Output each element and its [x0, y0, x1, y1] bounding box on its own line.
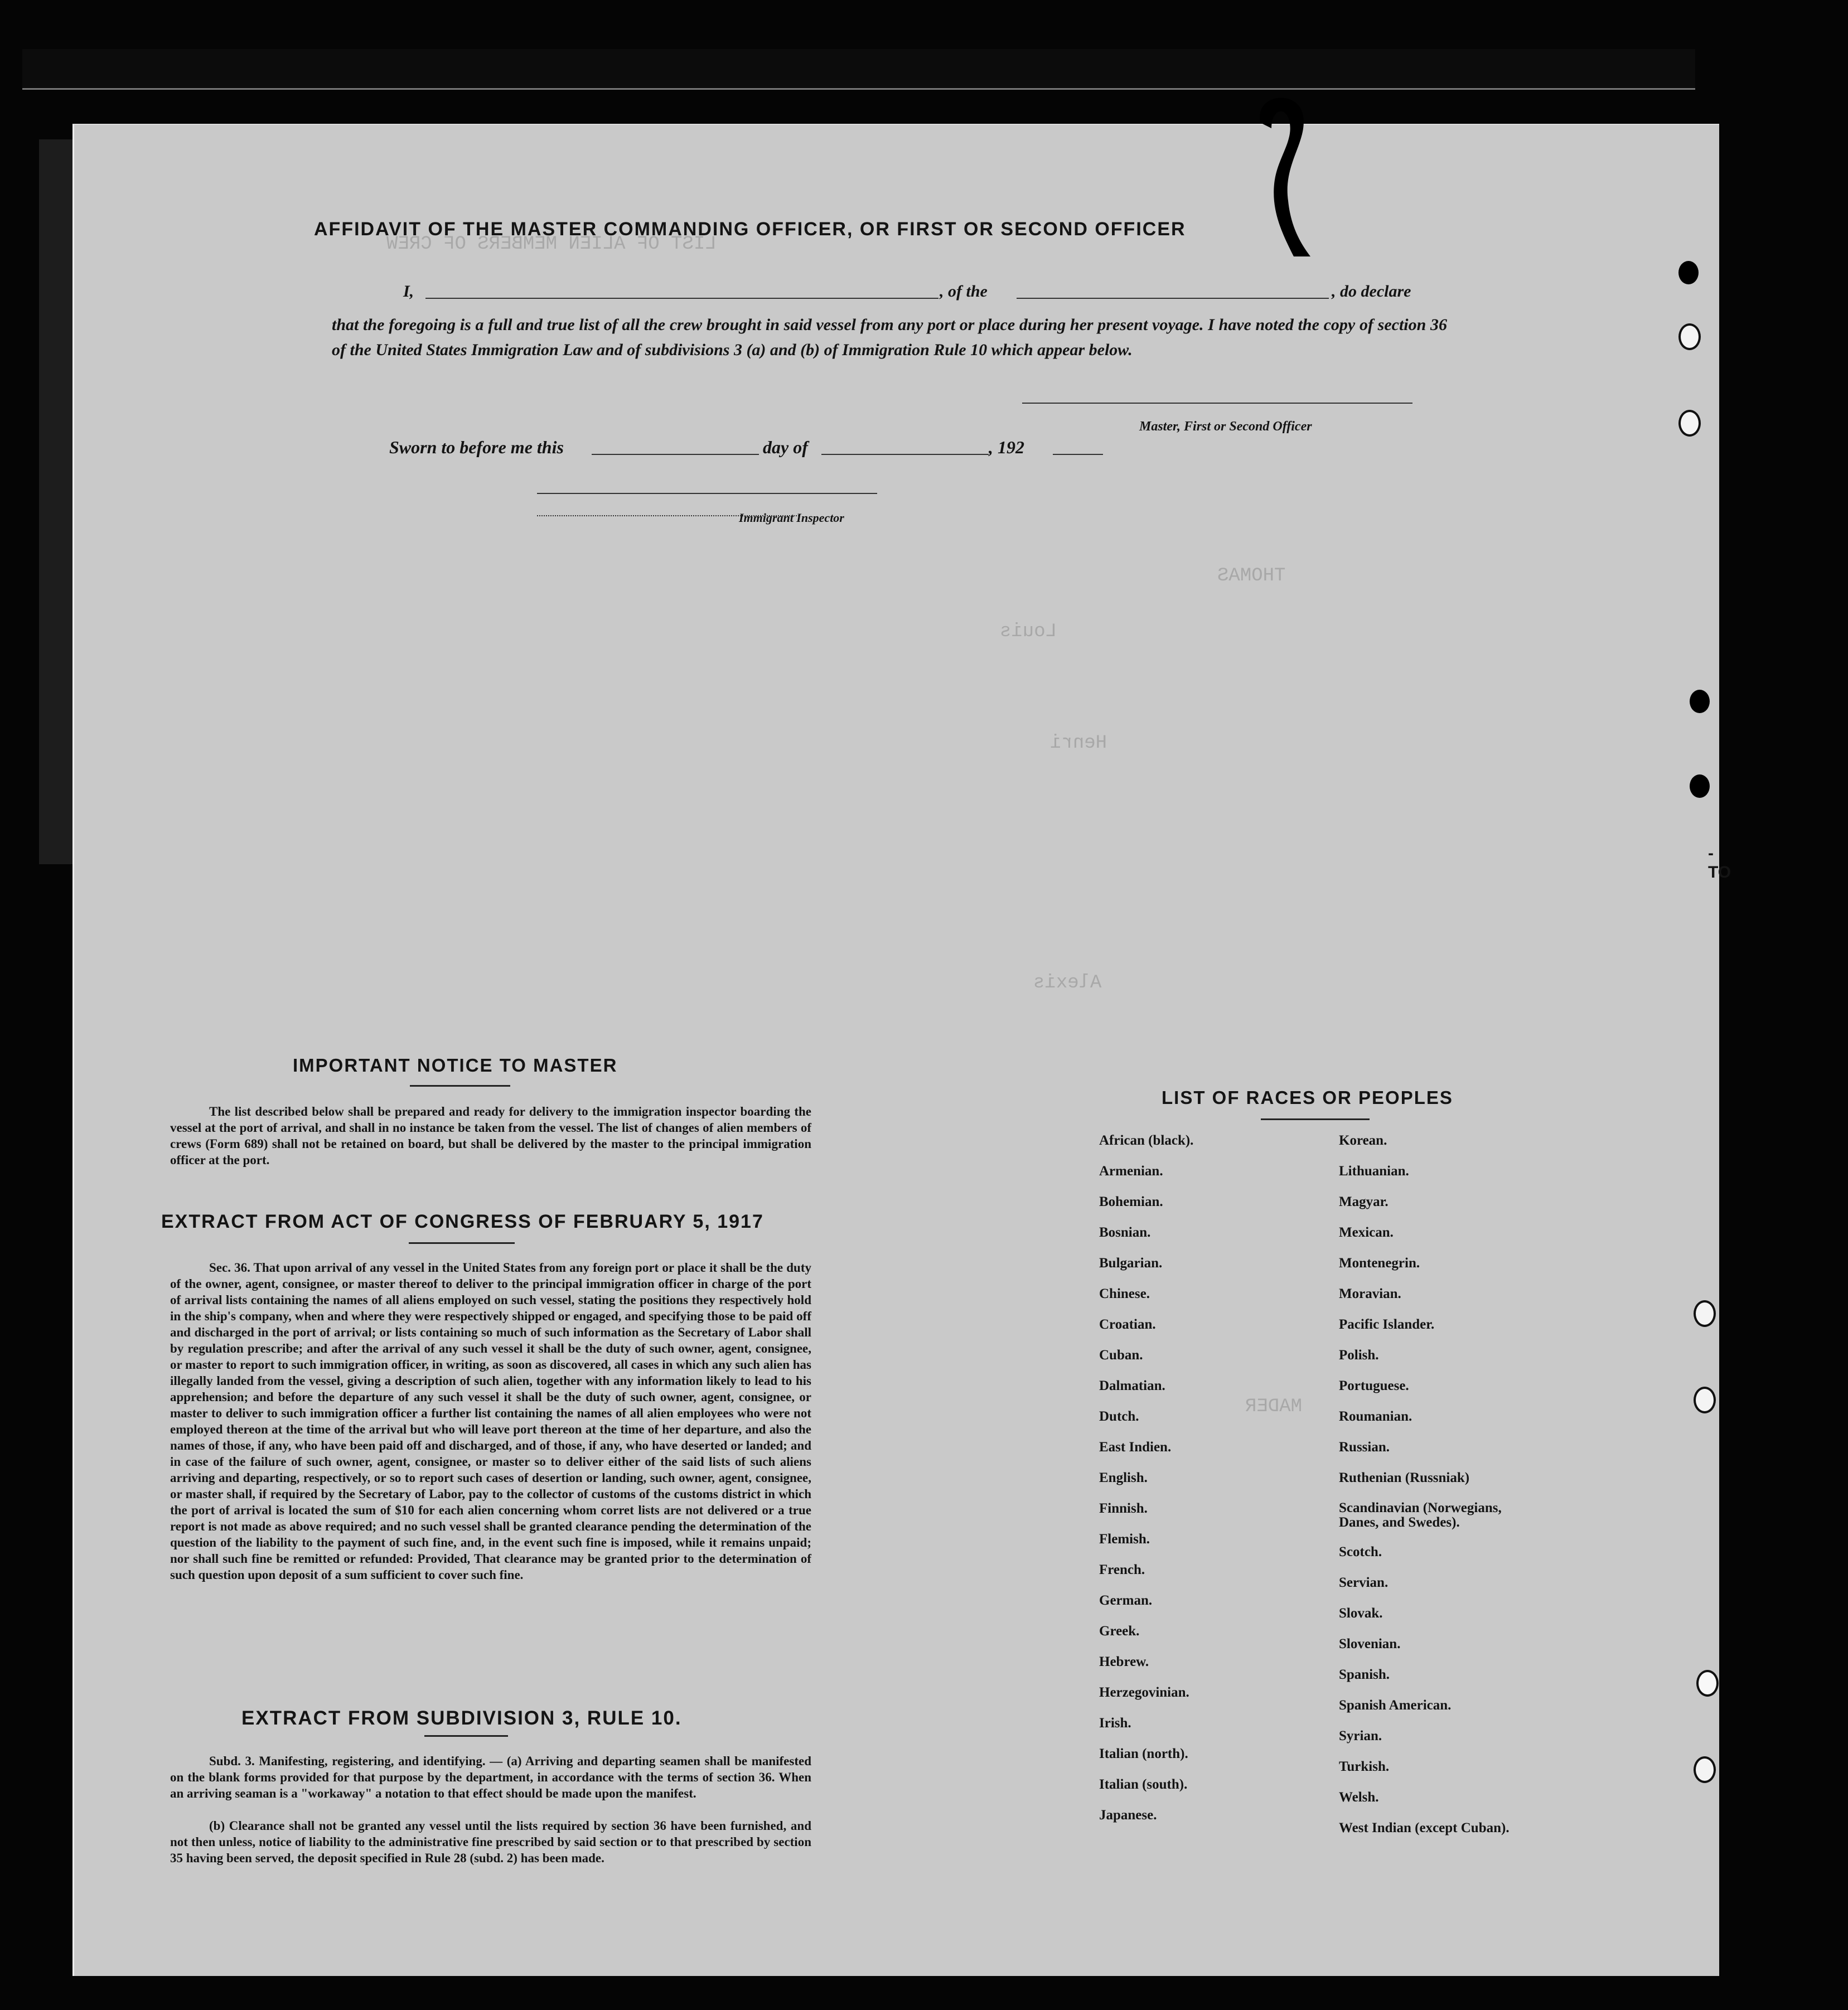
rule-rule	[424, 1735, 508, 1737]
race-item: Welsh.	[1339, 1790, 1379, 1805]
race-item: Italian (south).	[1099, 1777, 1188, 1792]
sworn-label: Sworn to before me this	[389, 437, 564, 457]
binder-hole	[1690, 774, 1710, 798]
race-item: Roumanian.	[1339, 1409, 1412, 1424]
race-item: Scotch.	[1339, 1544, 1382, 1559]
binder-hole	[1696, 1670, 1719, 1697]
races-rule	[1261, 1118, 1370, 1120]
race-item: Dalmatian.	[1099, 1378, 1165, 1393]
race-item: Portuguese.	[1339, 1378, 1409, 1393]
inspector-label: Immigrant Inspector	[739, 511, 844, 525]
race-item: Finnish.	[1099, 1501, 1148, 1516]
race-item: Servian.	[1339, 1575, 1389, 1590]
race-item: Hebrew.	[1099, 1654, 1149, 1669]
binder-hole	[1694, 1300, 1716, 1327]
year-label: , 192	[989, 437, 1024, 457]
affidavit-title: AFFIDAVIT OF THE MASTER COMMANDING OFFICER, OR FIRST OR SECOND OFFICER	[314, 219, 1186, 240]
race-item: Spanish.	[1339, 1667, 1390, 1682]
race-item: Bohemian.	[1099, 1194, 1163, 1209]
race-item: German.	[1099, 1593, 1153, 1608]
race-item: Italian (north).	[1099, 1746, 1188, 1761]
bleed-through-text: Henri	[1050, 733, 1107, 754]
affidavit-body: that the foregoing is a full and true list of all the crew brought in said vessel from any port or place during her present voyage. I have noted the copy of section 36 of the United States Immigration Law and of subdivisions 3 (a) and (b) of Immigration Rule 10 which appear below.	[332, 316, 1447, 359]
race-item: Bosnian.	[1099, 1225, 1151, 1240]
inspector-rule	[537, 493, 877, 494]
race-item: Herzegovinian.	[1099, 1685, 1189, 1700]
race-item: Magyar.	[1339, 1194, 1389, 1209]
races-left-column	[1099, 1133, 1333, 1838]
races-right-column	[1339, 1133, 1595, 1851]
margin-mark: -TO	[1708, 844, 1731, 882]
binder-hole	[1690, 690, 1710, 713]
race-item: Spanish American.	[1339, 1698, 1452, 1713]
bleed-through-text: Alexis	[1033, 972, 1102, 994]
bleed-through-text: THOMAS	[1217, 565, 1286, 587]
race-item: Syrian.	[1339, 1728, 1382, 1743]
act-rule	[409, 1242, 515, 1244]
race-item: French.	[1099, 1562, 1145, 1577]
binding-ribbon	[1249, 89, 1327, 256]
sworn-month-blank	[821, 454, 989, 455]
race-item: Irish.	[1099, 1716, 1131, 1731]
race-item: Scandinavian (Norwegians, Danes, and Swedes).	[1339, 1500, 1502, 1530]
act-body: Sec. 36. That upon arrival of any vessel in the United States from any foreign port or place it shall be the duty of the owner, agent, consignee, or master thereof to deliver to the principal immigration officer in charge of the port of arrival lists containing the names of all aliens employed on such vessel, stating the positions they respectively hold in the ship's company, when and where they were respectively shipped or engaged, and specifying those to be paid off and discharged in the port of arrival; or lists containing so much of such information as the Secretary of Labor shall by regulation prescribe; and after the arrival of any such vessel it shall be the duty of such owner, agent, consignee, or master to report to such immigration officer, in writing, as soon as discovered, all cases in which any such alien has illegally landed from the vessel, giving a description of such alien, together with any information likely to lead to his apprehension; and before the departure of any such vessel it shall be the duty of such owner, agent, consignee, or master to deliver to such immigration officer a further list containing the names of all alien employees who were not employed thereon at the time of the arrival but who will leave port thereon at the time of her departure, and also the names of those, if any, who have been paid off and discharged, and of those, if any, who have deserted or landed; and in case of the failure of such owner, agent, consignee, or master so to deliver either of the said lists of such aliens arriving and departing, respectively, or so to report such cases of desertion or landing, such owner, agent, consignee, or master shall, if required by the Secretary of Labor, pay to the collector of customs of the customs district in which the port of arrival is located the sum of $10 for each alien concerning whom corret lists are not delivered or a true report is not made as above required; and no such vessel shall be granted clearance pending the determination of the question of the liability to the payment of such fine, and, in the event such fine is imposed, while it remains unpaid; nor shall such fine be remitted or refunded: Provided, That clearance may be granted prior to the determination of such question upon deposit of a sum sufficient to cover such fine.	[170, 1261, 811, 1582]
page-edge-shadow	[39, 139, 74, 864]
binder-hole	[1694, 1387, 1716, 1413]
race-item: Pacific Islander.	[1339, 1317, 1435, 1332]
day-of-label: day of	[763, 437, 808, 457]
of-the-label: , of the	[940, 282, 988, 301]
race-item: East Indien.	[1099, 1440, 1172, 1455]
binder-hole	[1678, 261, 1699, 284]
race-item: Croatian.	[1099, 1317, 1156, 1332]
binder-hole	[1694, 1756, 1716, 1783]
race-item: Dutch.	[1099, 1409, 1139, 1424]
races-title: LIST OF RACES OR PEOPLES	[1162, 1087, 1453, 1108]
bleed-through-text: Louis	[1000, 621, 1057, 642]
race-item: Flemish.	[1099, 1532, 1150, 1547]
sworn-year-blank	[1053, 454, 1103, 455]
race-item: Bulgarian.	[1099, 1256, 1163, 1271]
race-item: Russian.	[1339, 1440, 1390, 1455]
race-item: Chinese.	[1099, 1286, 1150, 1301]
race-item: Moravian.	[1339, 1286, 1401, 1301]
race-item: Slovak.	[1339, 1606, 1383, 1621]
race-item: Ruthenian (Russniak)	[1339, 1470, 1470, 1485]
race-item: Turkish.	[1339, 1759, 1390, 1774]
race-item: Armenian.	[1099, 1164, 1163, 1179]
act-title: EXTRACT FROM ACT OF CONGRESS OF FEBRUARY 5, 1917	[161, 1211, 764, 1232]
rule-para-a: Subd. 3. Manifesting, registering, and identifying. — (a) Arriving and departing seamen shall be manifested on the blank forms provided for that purpose by the department, in accordance with the terms of section 36. When an arriving seaman is a "workaway" a notation to that effect should be made upon the manifest.	[170, 1754, 811, 1800]
race-item: Polish.	[1339, 1348, 1379, 1363]
notice-rule	[410, 1085, 510, 1087]
notice-title: IMPORTANT NOTICE TO MASTER	[293, 1055, 618, 1076]
vessel-blank	[1017, 298, 1329, 299]
binder-hole	[1678, 323, 1701, 350]
sworn-day-blank	[592, 454, 759, 455]
notice-body: The list described below shall be prepared and ready for delivery to the immigration inspector boarding the vessel at the port of arrival, and shall in no instance be taken from the vessel. The list of changes of alien members of crews (Form 689) shall not be retained on board, but shall be delivered by the master to the principal immigration officer at the port.	[170, 1105, 811, 1167]
bleed-through-text: MADER	[1245, 1396, 1303, 1417]
race-item: Montenegrin.	[1339, 1256, 1420, 1271]
race-item: African (black).	[1099, 1133, 1194, 1148]
binder-hole	[1678, 410, 1701, 437]
race-item: Cuban.	[1099, 1348, 1143, 1363]
affidavit-pronoun: I,	[403, 282, 414, 301]
race-item: Mexican.	[1339, 1225, 1394, 1240]
signature-blank	[1022, 403, 1412, 404]
name-blank	[425, 298, 938, 299]
race-item: Greek.	[1099, 1624, 1140, 1639]
race-item: Slovenian.	[1339, 1636, 1401, 1651]
race-item: Korean.	[1339, 1133, 1387, 1148]
do-declare-label: , do declare	[1332, 282, 1411, 301]
race-item: Japanese.	[1099, 1808, 1157, 1823]
rule-title: EXTRACT FROM SUBDIVISION 3, RULE 10.	[241, 1707, 682, 1729]
document-page	[72, 124, 1731, 1976]
scanner-top-strip	[22, 49, 1695, 90]
race-item: West Indian (except Cuban).	[1339, 1820, 1510, 1835]
bleed-through-text: LIST OF ALIEN MEMBERS OF CREW	[386, 234, 717, 255]
signature-label: Master, First or Second Officer	[1139, 419, 1312, 434]
rule-para-b: (b) Clearance shall not be granted any vessel until the lists required by section 36 have been furnished, and not then unless, notice of liability to the administrative fine prescribed by said section or to that prescribed by section 35 having been served, the deposit specified in Rule 28 (subd. 2) has been made.	[170, 1819, 811, 1865]
race-item: English.	[1099, 1470, 1148, 1485]
race-item: Lithuanian.	[1339, 1164, 1409, 1179]
